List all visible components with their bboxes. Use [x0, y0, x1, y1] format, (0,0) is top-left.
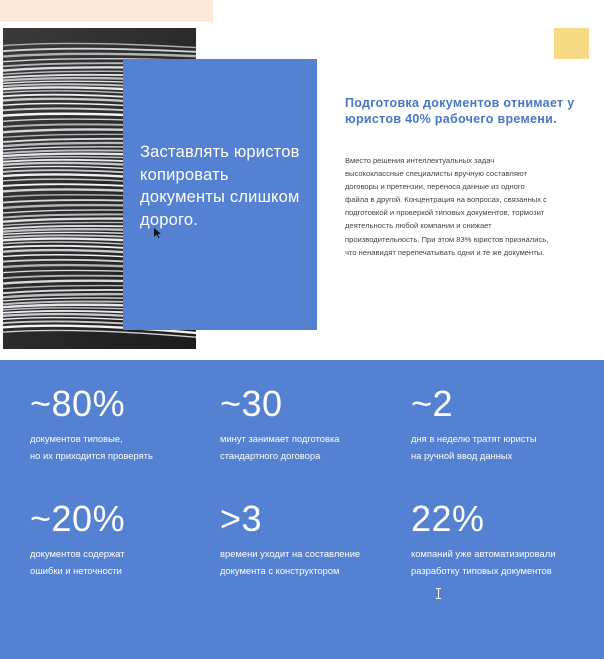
- stat-item: [220, 499, 360, 579]
- hero-title: Заставлять юристов копировать документы слишком дорого.: [140, 143, 300, 229]
- stat-description: документов типовые, но их приходится проверять: [30, 433, 153, 461]
- decorative-yellow-square: [554, 28, 589, 59]
- stat-item: [220, 384, 340, 464]
- top-banner-strip: [0, 0, 213, 22]
- stat-value: 22%: [411, 498, 485, 539]
- text-cursor-icon: [436, 588, 441, 599]
- info-body: Вместо решения интеллектуальных задач высококлассные специалисты вручную составляют договоры и претензии, перенося данные из одного файла в другой. Концентрация на вопросах, связанных с подготовкой и проверкой типовых документов, тормозит деятельность любой компании и снижает производительность. При этом 83% юристов признались, что ненавидят перепечатывать одни и те же документы.: [345, 156, 549, 257]
- stat-description: дня в неделю тратят юристы на ручной ввод данных: [411, 433, 537, 461]
- stat-value: ~80%: [30, 383, 126, 424]
- stat-description: компаний уже автоматизировали разработку типовых документов: [411, 548, 556, 576]
- stat-item: [30, 499, 125, 579]
- stat-value: ~2: [411, 383, 454, 424]
- stat-description: времени уходит на составление документа с конструктором: [220, 548, 361, 576]
- stat-value: ~30: [220, 383, 283, 424]
- stat-value: >3: [220, 498, 263, 539]
- mouse-pointer-icon: [154, 228, 162, 238]
- info-heading: Подготовка документов отнимает у юристов 40% рабочего времени.: [345, 96, 575, 126]
- stat-item: [30, 384, 153, 464]
- stat-value: ~20%: [30, 498, 126, 539]
- stat-description: минут занимает подготовка стандартного договора: [220, 433, 340, 461]
- stat-item: [411, 384, 537, 464]
- stat-description: документов содержат ошибки и неточности: [30, 548, 125, 576]
- stat-item: [411, 499, 555, 579]
